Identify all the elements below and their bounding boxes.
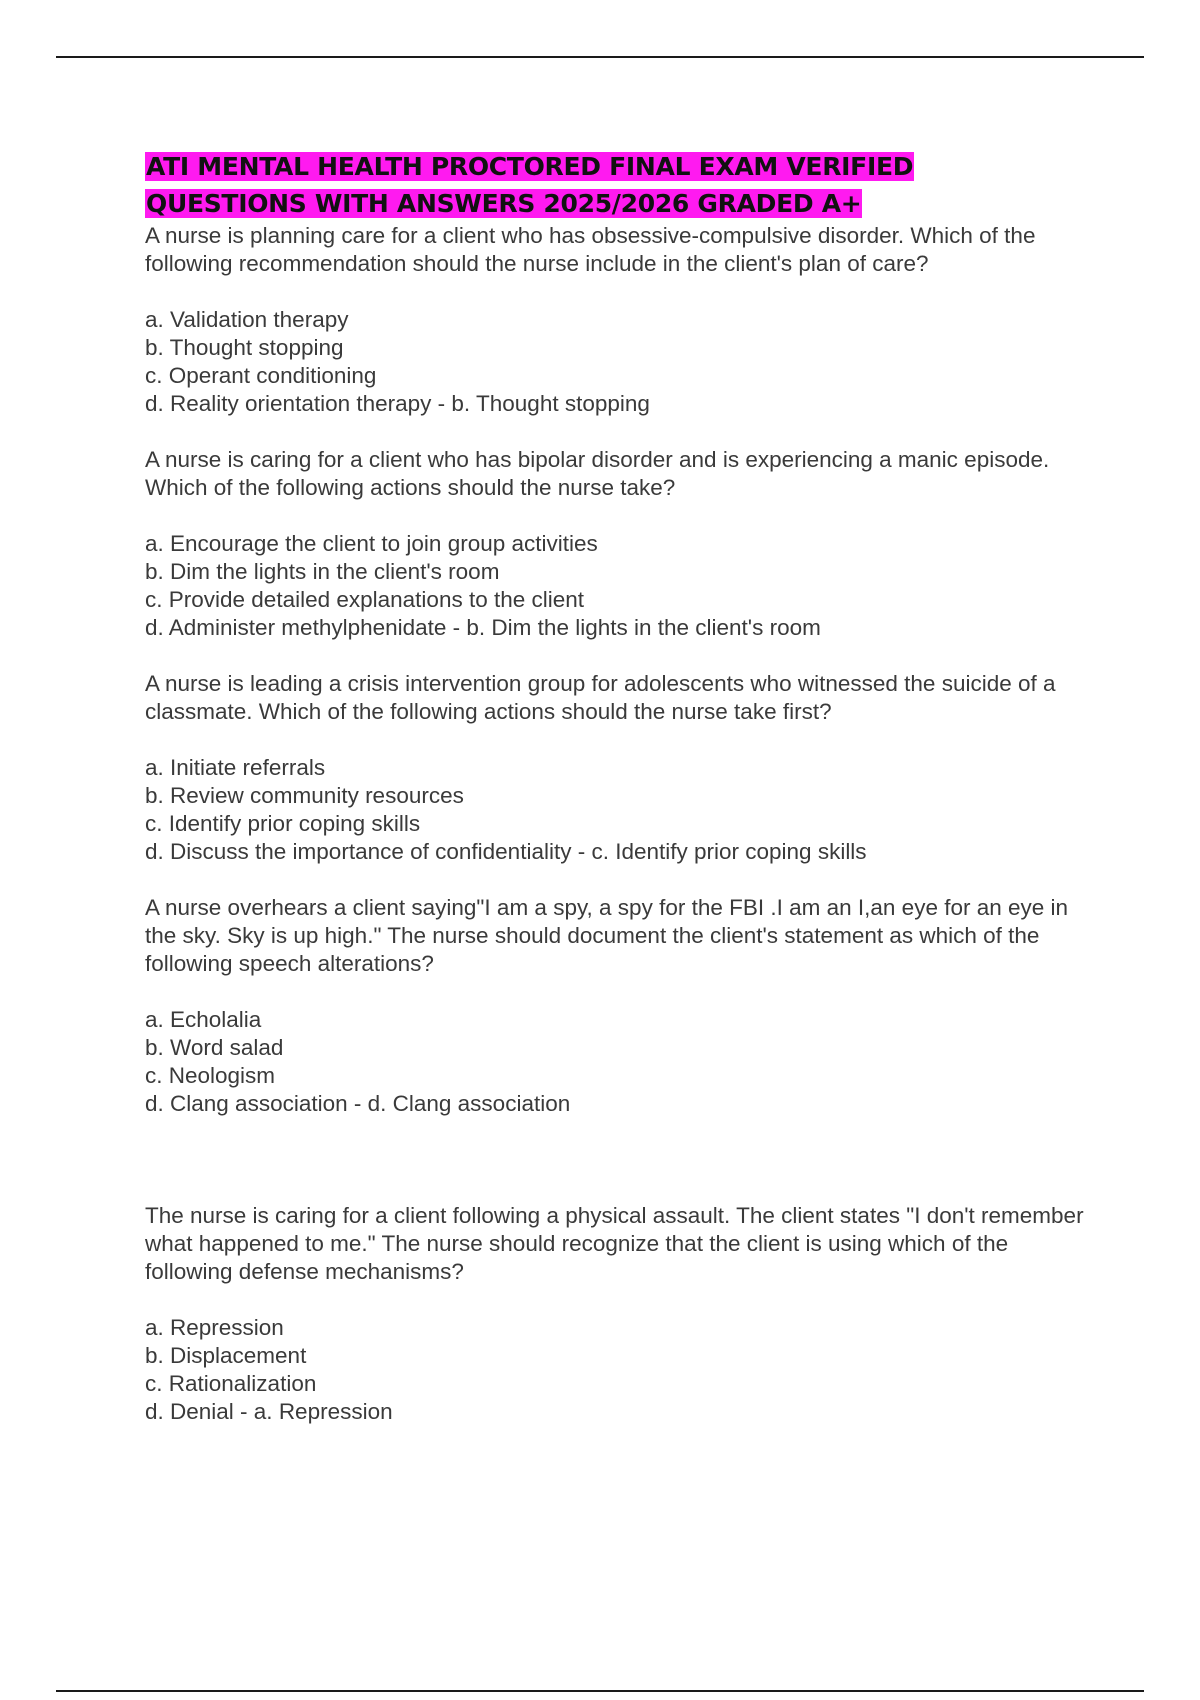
- title-line-1: ATI MENTAL HEALTH PROCTORED FINAL EXAM VERIFIED: [146, 152, 914, 181]
- answer-options: [145, 530, 1085, 642]
- option-d-with-answer: d. Clang association - d. Clang association: [145, 1091, 571, 1116]
- question-stem: A nurse is leading a crisis intervention group for adolescents who witnessed the suicide of a classmate. Which of the following actions should the nurse take first?: [145, 671, 1056, 724]
- option-a: a. Encourage the client to join group activities: [145, 531, 598, 556]
- option-b: b. Review community resources: [145, 783, 464, 808]
- option-b: b. Displacement: [145, 1343, 307, 1368]
- question-1: [145, 222, 1085, 418]
- question-stem: The nurse is caring for a client following a physical assault. The client states "I don't remember what happened to me." The nurse should recognize that the client is using which of the following defense mechanisms?: [145, 1203, 1084, 1284]
- option-a: a. Initiate referrals: [145, 755, 326, 780]
- option-c: c. Neologism: [145, 1063, 276, 1088]
- option-d-with-answer: d. Discuss the importance of confidentiality - c. Identify prior coping skills: [145, 839, 867, 864]
- question-5: [145, 1202, 1085, 1426]
- option-c: c. Provide detailed explanations to the client: [145, 587, 585, 612]
- answer-options: [145, 1006, 1085, 1118]
- option-a: a. Validation therapy: [145, 307, 349, 332]
- answer-options: [145, 1314, 1085, 1426]
- answer-options: [145, 306, 1085, 418]
- document-body: [145, 148, 1085, 1426]
- answer-options: [145, 754, 1085, 866]
- title-line-2: QUESTIONS WITH ANSWERS 2025/2026 GRADED A+: [146, 189, 862, 218]
- question-2: [145, 446, 1085, 642]
- option-a: a. Repression: [145, 1315, 284, 1340]
- option-b: b. Thought stopping: [145, 335, 344, 360]
- question-stem: A nurse is planning care for a client who has obsessive-compulsive disorder. Which of the following recommendation should the nurse include in the client's plan of care?: [145, 223, 1036, 276]
- question-stem: A nurse overhears a client saying"I am a spy, a spy for the FBI .I am an I,an eye for an eye in the sky. Sky is up high." The nurse should document the client's statement as which of the following speech alterations?: [145, 895, 1069, 976]
- option-d-with-answer: d. Denial - a. Repression: [145, 1399, 393, 1424]
- top-rule: [56, 56, 1144, 58]
- option-c: c. Rationalization: [145, 1371, 317, 1396]
- option-d-with-answer: d. Administer methylphenidate - b. Dim the lights in the client's room: [145, 615, 821, 640]
- option-b: b. Dim the lights in the client's room: [145, 559, 500, 584]
- option-c: c. Operant conditioning: [145, 363, 377, 388]
- question-stem: A nurse is caring for a client who has bipolar disorder and is experiencing a manic episode. Which of the following actions should the nurse take?: [145, 447, 1050, 500]
- bottom-rule: [56, 1690, 1144, 1692]
- document-title: [145, 148, 1085, 222]
- question-3: [145, 670, 1085, 866]
- option-d-with-answer: d. Reality orientation therapy - b. Thought stopping: [145, 391, 650, 416]
- question-4: [145, 894, 1085, 1118]
- option-b: b. Word salad: [145, 1035, 284, 1060]
- option-a: a. Echolalia: [145, 1007, 262, 1032]
- option-c: c. Identify prior coping skills: [145, 811, 421, 836]
